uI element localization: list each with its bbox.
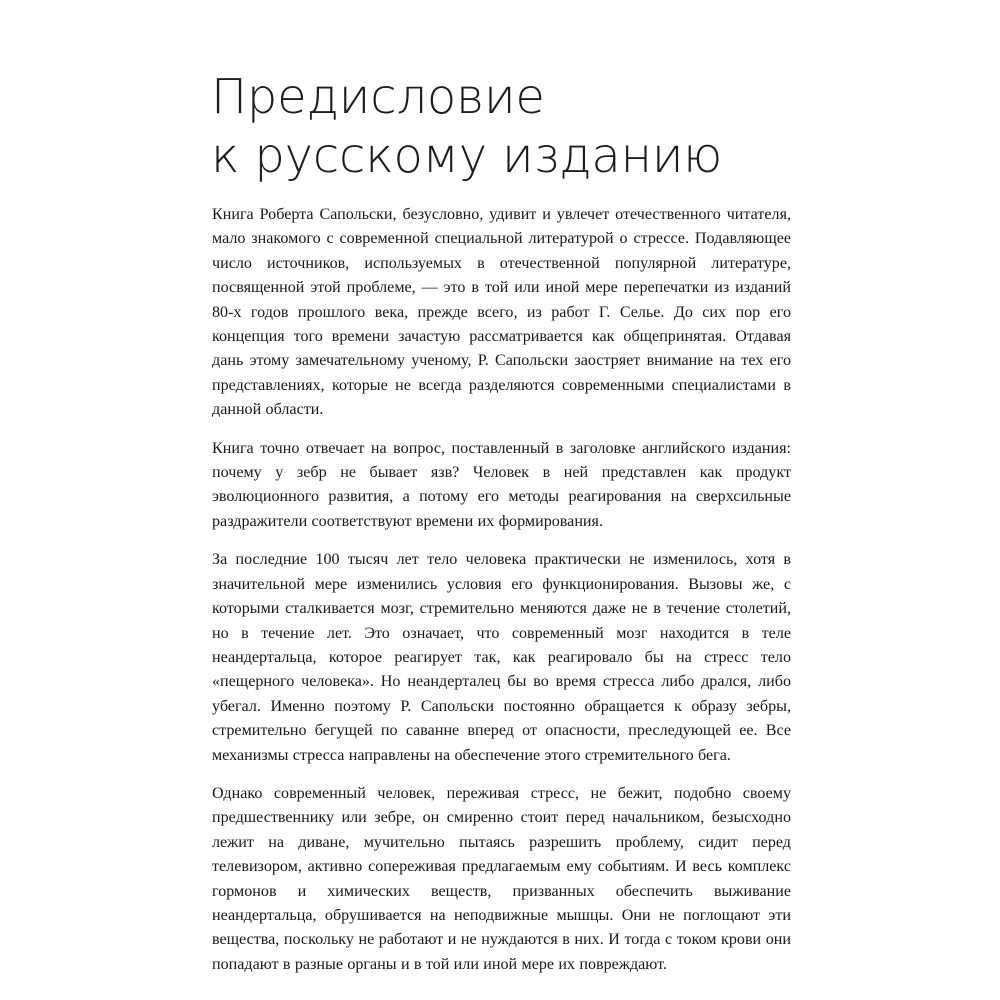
page-title	[211, 68, 831, 185]
page-title-line-1: Предисловие	[211, 69, 545, 125]
page-title-line-2: к русскому изданию	[211, 128, 723, 184]
body-text	[212, 203, 791, 977]
paragraph: За последние 100 тысяч лет тело человека практически не изменилось, хотя в значительной мере изменились условия его функционирования. Вызовы же, с которыми сталкивается мозг, стремительно меняются даже не в течение столетий, но в течение лет. Это означает, что современный мозг находится в теле неандертальца, которое реагирует так, как реагировало бы на стресс тело «пещерного человека». Но неандерталец бы во время стресса либо дрался, либо убегал. Именно поэтому Р. Сапольски постоянно обращается к образу зебры, стремительно бегущей по саванне вперед от опасности, преследующей ее. Все механизмы стресса направлены на обеспечение этого стремительного бега.	[212, 551, 791, 764]
paragraph: Книга точно отвечает на вопрос, поставленный в заголовке английского издания: почему у зебр не бывает язв? Человек в ней представлен как продукт эволюционного развития, а потому его методы реагирования на сверхсильные раздражители соответствуют времени их формирования.	[212, 439, 791, 530]
paragraph: Книга Роберта Сапольски, безусловно, удивит и увлечет отечественного читателя, мало знакомого с современной специальной литературой о стрессе. Подавляющее число источников, используемых в отечественной популярной литературе, посвященной этой проблеме, — это в той или иной мере перепечатки из изданий 80-х годов прошлого века, прежде всего, из работ Г. Селье. До сих пор его концепция того времени зачастую рассматривается как общепринятая. Отдавая дань этому замечательному ученому, Р. Сапольски заостряет внимание на тех его представлениях, которые не всегда разделяются современными специалистами в данной области.	[212, 206, 791, 419]
paragraph: Однако современный человек, переживая стресс, не бежит, подобно своему предшественнику или зебре, он смиренно стоит перед начальником, безысходно лежит на диване, мучительно пытаясь разрешить проблему, сидит перед телевизором, активно сопереживая предлагаемым ему событиям. И весь комплекс гормонов и химических веществ, призванных обеспечить выживание неандертальца, обрушивается на неподвижные мышцы. Они не поглощают эти вещества, поскольку не работают и не нуждаются в них. И тогда с током крови они попадают в разные органы и в той или иной мере их повреждают.	[212, 784, 791, 973]
